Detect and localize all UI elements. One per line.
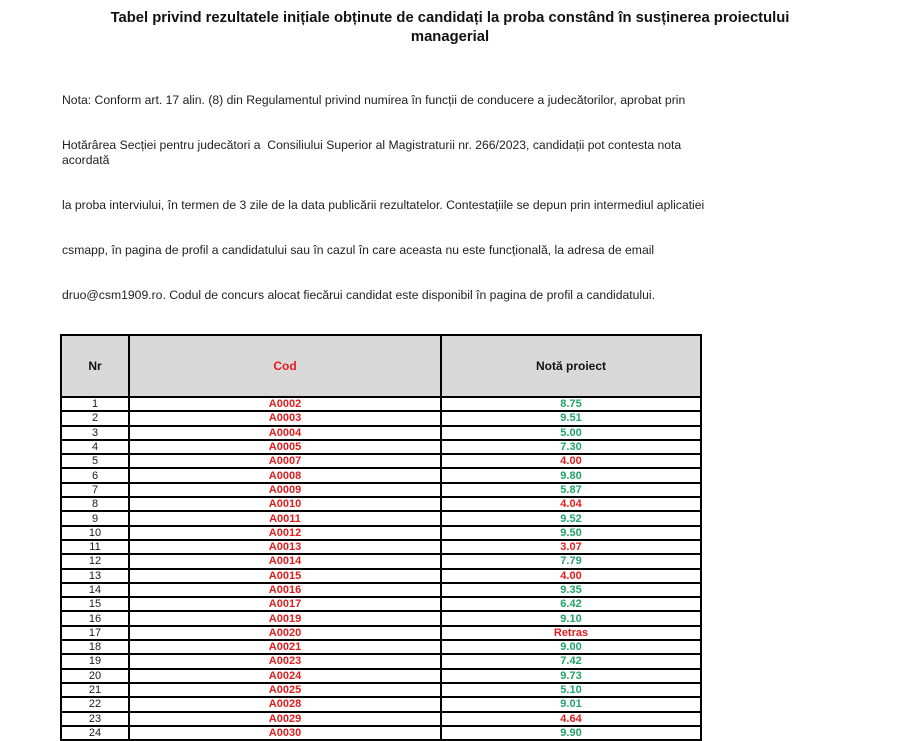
cell-cod: A0021 [129,640,441,654]
cell-cod: A0025 [129,683,441,697]
cell-nota: 4.64 [441,712,701,726]
table-row [61,654,701,668]
cell-nr: 2 [61,411,129,425]
cell-nr: 14 [61,583,129,597]
cell-nr: 3 [61,426,129,440]
cell-cod: A0028 [129,697,441,711]
page-title-line-2: managerial [410,29,490,45]
table-row [61,683,701,697]
cell-nr: 24 [61,726,129,740]
cell-cod: A0007 [129,454,441,468]
table-row [61,583,701,597]
cell-nr: 18 [61,640,129,654]
table-row [61,454,701,468]
cell-nota: 8.75 [441,397,701,411]
cell-cod: A0016 [129,583,441,597]
cell-nota: 9.90 [441,726,701,740]
table-row [61,697,701,711]
cell-nr: 19 [61,654,129,668]
table-row [61,440,701,454]
cell-nota: 9.50 [441,526,701,540]
cell-cod: A0004 [129,426,441,440]
cell-nr: 23 [61,712,129,726]
cell-nota: 9.10 [441,611,701,625]
table-row [61,726,701,740]
table-row [61,669,701,683]
cell-nota: 5.87 [441,483,701,497]
cell-cod: A0013 [129,540,441,554]
note-line: druo@csm1909.ro. Codul de concurs alocat fiecărui candidat este disponibil în pagina de profil a candidatului. [62,288,655,302]
cell-nr: 1 [61,397,129,411]
table-row [61,640,701,654]
cell-cod: A0005 [129,440,441,454]
cell-nota: 9.73 [441,669,701,683]
cell-nr: 6 [61,468,129,482]
cell-nota: 5.00 [441,426,701,440]
note-line: Nota: Conform art. 17 alin. (8) din Regulamentul privind numirea în funcții de conducere a judecătorilor, aprobat prin [62,93,686,107]
cell-cod: A0017 [129,597,441,611]
cell-nota: Retras [441,626,701,640]
table-row [61,554,701,568]
table-row [61,626,701,640]
cell-nota: 9.51 [441,411,701,425]
table-row [61,411,701,425]
cell-nr: 22 [61,697,129,711]
cell-nota: 4.04 [441,497,701,511]
cell-nr: 4 [61,440,129,454]
header-row [61,335,701,397]
table-row [61,397,701,411]
cell-nota: 7.42 [441,654,701,668]
cell-nr: 11 [61,540,129,554]
cell-cod: A0030 [129,726,441,740]
table-row [61,540,701,554]
cell-nr: 7 [61,483,129,497]
cell-nr: 21 [61,683,129,697]
cell-nota: 9.00 [441,640,701,654]
cell-nr: 5 [61,454,129,468]
table-row [61,483,701,497]
column-header-nota: Notă proiect [441,335,701,397]
cell-nota: 9.52 [441,511,701,525]
cell-nota: 9.35 [441,583,701,597]
page-title [35,9,865,47]
table-row [61,611,701,625]
cell-cod: A0012 [129,526,441,540]
table-row [61,712,701,726]
cell-cod: A0014 [129,554,441,568]
cell-nr: 16 [61,611,129,625]
cell-cod: A0009 [129,483,441,497]
table-row [61,497,701,511]
cell-cod: A0008 [129,468,441,482]
table-row [61,569,701,583]
cell-nota: 4.00 [441,454,701,468]
cell-cod: A0011 [129,511,441,525]
cell-nr: 13 [61,569,129,583]
table-row [61,426,701,440]
results-table-body [61,397,701,740]
cell-cod: A0019 [129,611,441,625]
cell-nota: 4.00 [441,569,701,583]
cell-cod: A0023 [129,654,441,668]
cell-nota: 7.79 [441,554,701,568]
results-table-header [61,335,701,397]
table-row [61,468,701,482]
table-row [61,526,701,540]
cell-nr: 8 [61,497,129,511]
cell-nota: 9.01 [441,697,701,711]
cell-nr: 20 [61,669,129,683]
cell-cod: A0015 [129,569,441,583]
cell-cod: A0024 [129,669,441,683]
note-paragraph [62,63,722,318]
note-line: la proba interviului, în termen de 3 zile de la data publicării rezultatelor. Contestațiile se depun prin intermediul aplicatiei [62,198,705,212]
cell-nota: 9.80 [441,468,701,482]
note-line: Hotărârea Secției pentru judecători a Consiliului Superior al Magistraturii nr. 266/2023, candidații pot contesta nota acordată [62,138,685,167]
cell-cod: A0029 [129,712,441,726]
cell-cod: A0003 [129,411,441,425]
cell-nr: 10 [61,526,129,540]
cell-nr: 17 [61,626,129,640]
note-line: csmapp, în pagina de profil a candidatului sau în cazul în care aceasta nu este funcțională, la adresa de email [62,243,655,257]
cell-cod: A0002 [129,397,441,411]
cell-nota: 6.42 [441,597,701,611]
table-row [61,511,701,525]
cell-cod: A0020 [129,626,441,640]
cell-nota: 3.07 [441,540,701,554]
cell-nr: 15 [61,597,129,611]
page-title-line-1: Tabel privind rezultatele inițiale obținute de candidați la proba constând în susținerea proiectului [110,10,790,26]
column-header-nr: Nr [61,335,129,397]
results-table [60,334,702,741]
cell-nota: 7.30 [441,440,701,454]
cell-nr: 12 [61,554,129,568]
column-header-cod: Cod [129,335,441,397]
cell-cod: A0010 [129,497,441,511]
cell-nr: 9 [61,511,129,525]
cell-nota: 5.10 [441,683,701,697]
table-row [61,597,701,611]
